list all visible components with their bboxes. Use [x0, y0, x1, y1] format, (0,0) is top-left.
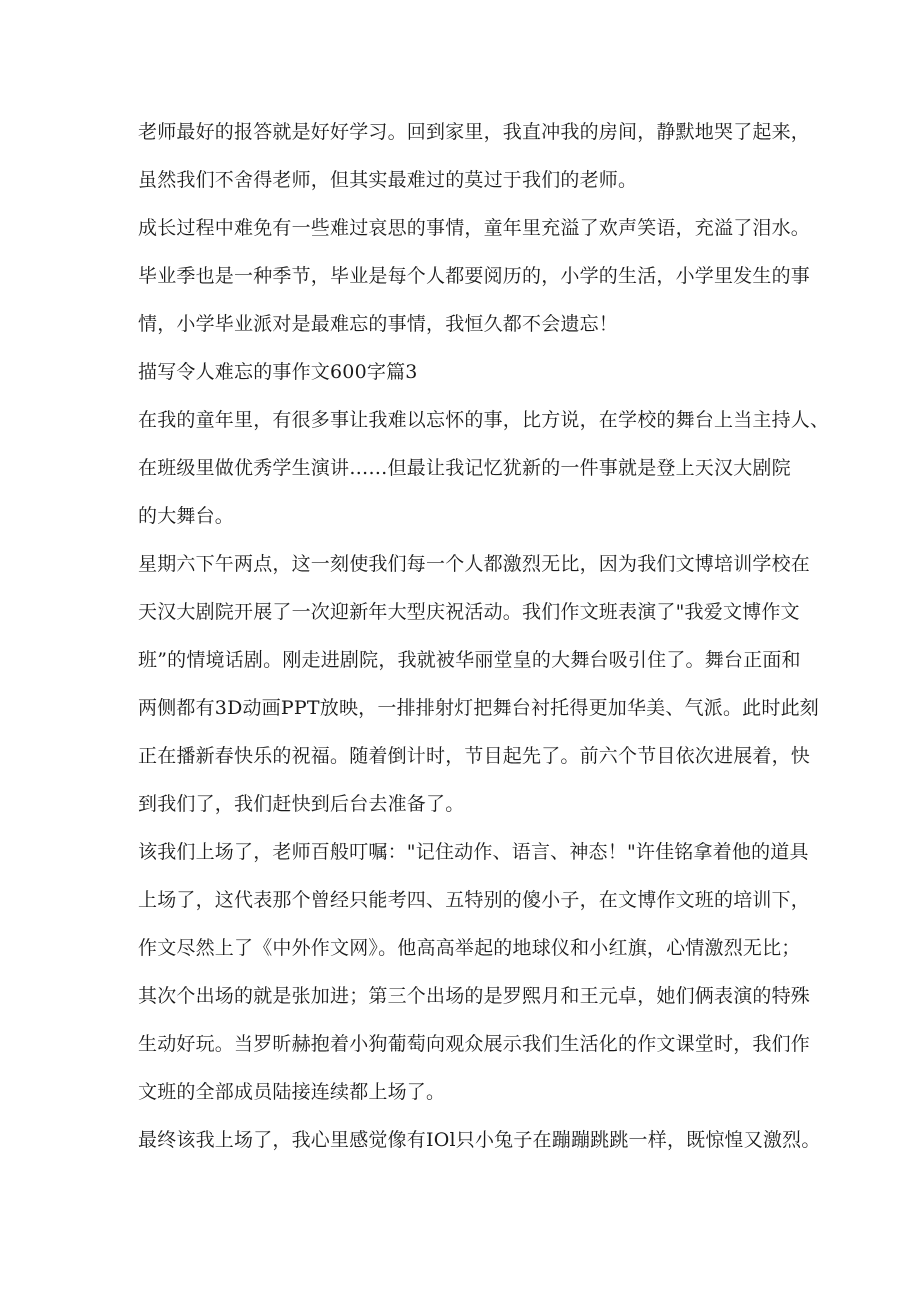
document-body: [138, 108, 830, 1164]
text-line: 到我们了，我们赶快到后台去准备了。: [138, 793, 465, 815]
text-line: 生动好玩。当罗昕赫抱着小狗葡萄向观众展示我们生活化的作文课堂时，我们作: [138, 1033, 811, 1055]
section-heading: 描写令人难忘的事作文600字篇3: [138, 361, 418, 383]
text-line: 该我们上场了，老师百般叮嘱："记住动作、语言、神态！"许佳铭拿着他的道具: [138, 841, 809, 863]
text-line: 在班级里做优秀学生演讲……但最让我记忆犹新的一件事就是登上天汉大剧院: [138, 457, 791, 479]
text-line: 班”的情境话剧。刚走进剧院，我就被华丽堂皇的大舞台吸引住了。舞台正面和: [138, 649, 801, 671]
text-line: 上场了，这代表那个曾经只能考四、五特别的傻小子，在文博作文班的培训下，: [138, 889, 811, 911]
text-line: 毕业季也是一种季节，毕业是每个人都要阅历的，小学的生活，小学里发生的事: [138, 265, 811, 287]
text-line: 在我的童年里，有很多事让我难以忘怀的事，比方说，在学校的舞台上当主持人、: [138, 409, 830, 431]
text-line: 天汉大剧院开展了一次迎新年大型庆祝活动。我们作文班表演了"我爱文博作文: [138, 601, 800, 623]
text-line: 其次个出场的就是张加进；第三个出场的是罗熙月和王元卓，她们俩表演的特殊: [138, 985, 811, 1007]
text-line: 的大舞台。: [138, 505, 235, 527]
text-line: 成长过程中难免有一些难过哀思的事情，童年里充溢了欢声笑语，充溢了泪水。: [138, 217, 811, 239]
text-line: 文班的全部成员陆接连续都上场了。: [138, 1081, 446, 1103]
text-line: 正在播新春快乐的祝福。随着倒计时，节目起先了。前六个节目依次进展着，快: [138, 745, 811, 767]
text-line: 老师最好的报答就是好好学习。回到家里，我直冲我的房间，静默地哭了起来，: [138, 121, 811, 143]
text-line: 虽然我们不舍得老师，但其实最难过的莫过于我们的老师。: [138, 169, 638, 191]
text-line: 作文尽然上了《中外作文网》。他高高举起的地球仪和小红旗，心情激烈无比；: [138, 937, 801, 959]
text-line: 星期六下午两点，这一刻使我们每一个人都激烈无比，因为我们文博培训学校在: [138, 553, 811, 575]
text-line: 两侧都有3D动画PPT放映，一排排射灯把舞台衬托得更加华美、气派。此时此刻: [138, 697, 819, 719]
text-line: 最终该我上场了，我心里感觉像有IOl只小兔子在蹦蹦跳跳一样，既惊惶又激烈。: [138, 1129, 821, 1151]
text-line: 情，小学毕业派对是最难忘的事情，我恒久都不会遗忘！: [138, 313, 619, 335]
